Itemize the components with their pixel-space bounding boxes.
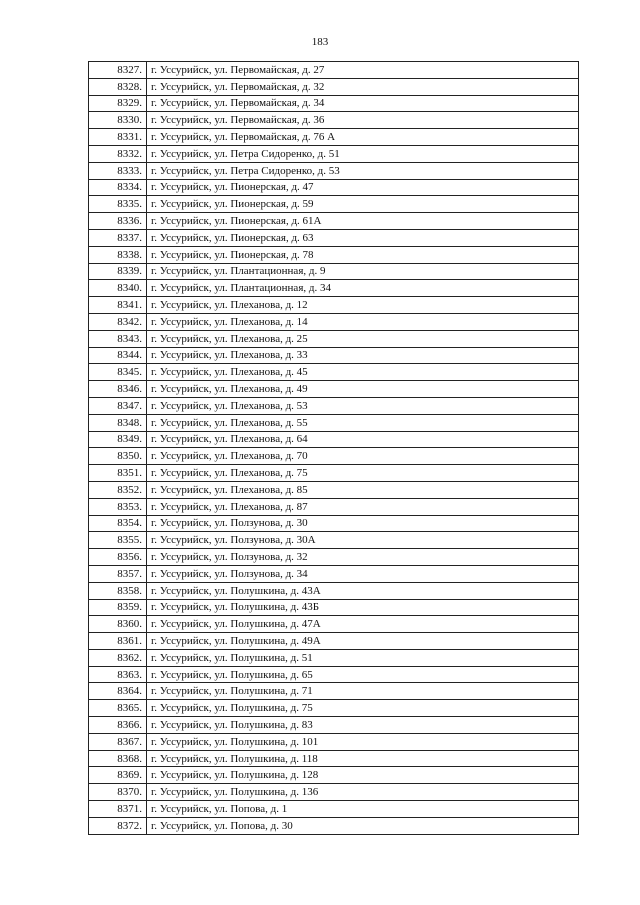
- table-row: [89, 801, 579, 818]
- row-number: 8337.: [89, 229, 147, 246]
- row-number: 8334.: [89, 179, 147, 196]
- row-number: 8369.: [89, 767, 147, 784]
- table-row: [89, 112, 579, 129]
- table-row: [89, 297, 579, 314]
- table-row: [89, 364, 579, 381]
- row-number: 8371.: [89, 801, 147, 818]
- table-row: [89, 263, 579, 280]
- row-number: 8360.: [89, 616, 147, 633]
- row-address: г. Уссурийск, ул. Пионерская, д. 47: [147, 179, 579, 196]
- table-row: [89, 78, 579, 95]
- row-number: 8348.: [89, 414, 147, 431]
- row-number: 8340.: [89, 280, 147, 297]
- table-row: [89, 549, 579, 566]
- row-address: г. Уссурийск, ул. Полушкина, д. 83: [147, 717, 579, 734]
- row-address: г. Уссурийск, ул. Полушкина, д. 75: [147, 700, 579, 717]
- table-row: [89, 683, 579, 700]
- row-number: 8356.: [89, 549, 147, 566]
- row-address: г. Уссурийск, ул. Плеханова, д. 64: [147, 431, 579, 448]
- table-row: [89, 616, 579, 633]
- row-address: г. Уссурийск, ул. Полушкина, д. 136: [147, 784, 579, 801]
- table-row: [89, 649, 579, 666]
- row-number: 8354.: [89, 515, 147, 532]
- row-address: г. Уссурийск, ул. Первомайская, д. 27: [147, 62, 579, 79]
- row-number: 8329.: [89, 95, 147, 112]
- table-row: [89, 767, 579, 784]
- row-address: г. Уссурийск, ул. Полушкина, д. 51: [147, 649, 579, 666]
- table-row: [89, 465, 579, 482]
- table-row: [89, 700, 579, 717]
- row-number: 8362.: [89, 649, 147, 666]
- table-row: [89, 481, 579, 498]
- table-row: [89, 313, 579, 330]
- table-row: [89, 717, 579, 734]
- table-row: [89, 347, 579, 364]
- row-address: г. Уссурийск, ул. Полушкина, д. 43А: [147, 582, 579, 599]
- row-number: 8332.: [89, 145, 147, 162]
- row-address: г. Уссурийск, ул. Пионерская, д. 59: [147, 196, 579, 213]
- row-number: 8341.: [89, 297, 147, 314]
- row-number: 8361.: [89, 633, 147, 650]
- row-address: г. Уссурийск, ул. Полушкина, д. 71: [147, 683, 579, 700]
- row-address: г. Уссурийск, ул. Первомайская, д. 76 А: [147, 129, 579, 146]
- row-address: г. Уссурийск, ул. Первомайская, д. 34: [147, 95, 579, 112]
- row-address: г. Уссурийск, ул. Первомайская, д. 36: [147, 112, 579, 129]
- row-address: г. Уссурийск, ул. Полушкина, д. 49А: [147, 633, 579, 650]
- table-row: [89, 666, 579, 683]
- row-number: 8363.: [89, 666, 147, 683]
- row-address: г. Уссурийск, ул. Плеханова, д. 14: [147, 313, 579, 330]
- row-address: г. Уссурийск, ул. Первомайская, д. 32: [147, 78, 579, 95]
- table-row: [89, 431, 579, 448]
- table-row: [89, 330, 579, 347]
- table-row: [89, 246, 579, 263]
- page-number: 183: [311, 36, 329, 48]
- row-address: г. Уссурийск, ул. Петра Сидоренко, д. 53: [147, 162, 579, 179]
- row-number: 8358.: [89, 582, 147, 599]
- row-address: г. Уссурийск, ул. Ползунова, д. 30: [147, 515, 579, 532]
- row-address: г. Уссурийск, ул. Полушкина, д. 43Б: [147, 599, 579, 616]
- row-address: г. Уссурийск, ул. Плантационная, д. 9: [147, 263, 579, 280]
- row-address: г. Уссурийск, ул. Петра Сидоренко, д. 51: [147, 145, 579, 162]
- row-number: 8370.: [89, 784, 147, 801]
- table-row: [89, 179, 579, 196]
- address-table: [88, 61, 579, 835]
- table-row: [89, 397, 579, 414]
- table-row: [89, 95, 579, 112]
- row-address: г. Уссурийск, ул. Ползунова, д. 30А: [147, 532, 579, 549]
- table-row: [89, 733, 579, 750]
- row-address: г. Уссурийск, ул. Ползунова, д. 34: [147, 565, 579, 582]
- table-row: [89, 162, 579, 179]
- table-row: [89, 582, 579, 599]
- table-row: [89, 280, 579, 297]
- row-number: 8346.: [89, 381, 147, 398]
- row-number: 8330.: [89, 112, 147, 129]
- row-number: 8365.: [89, 700, 147, 717]
- row-number: 8368.: [89, 750, 147, 767]
- row-number: 8342.: [89, 313, 147, 330]
- row-number: 8328.: [89, 78, 147, 95]
- row-number: 8355.: [89, 532, 147, 549]
- row-number: 8357.: [89, 565, 147, 582]
- row-address: г. Уссурийск, ул. Полушкина, д. 65: [147, 666, 579, 683]
- row-number: 8338.: [89, 246, 147, 263]
- row-number: 8336.: [89, 213, 147, 230]
- table-row: [89, 817, 579, 834]
- row-number: 8327.: [89, 62, 147, 79]
- address-table-body: [89, 62, 579, 835]
- row-address: г. Уссурийск, ул. Плеханова, д. 49: [147, 381, 579, 398]
- row-address: г. Уссурийск, ул. Попова, д. 30: [147, 817, 579, 834]
- row-address: г. Уссурийск, ул. Полушкина, д. 47А: [147, 616, 579, 633]
- row-address: г. Уссурийск, ул. Полушкина, д. 118: [147, 750, 579, 767]
- table-row: [89, 213, 579, 230]
- row-address: г. Уссурийск, ул. Плеханова, д. 45: [147, 364, 579, 381]
- row-number: 8352.: [89, 481, 147, 498]
- row-address: г. Уссурийск, ул. Плеханова, д. 12: [147, 297, 579, 314]
- row-number: 8335.: [89, 196, 147, 213]
- row-address: г. Уссурийск, ул. Плеханова, д. 85: [147, 481, 579, 498]
- table-row: [89, 750, 579, 767]
- row-number: 8333.: [89, 162, 147, 179]
- row-address: г. Уссурийск, ул. Плеханова, д. 53: [147, 397, 579, 414]
- row-number: 8372.: [89, 817, 147, 834]
- table-row: [89, 599, 579, 616]
- row-address: г. Уссурийск, ул. Плеханова, д. 33: [147, 347, 579, 364]
- table-row: [89, 381, 579, 398]
- row-number: 8331.: [89, 129, 147, 146]
- row-address: г. Уссурийск, ул. Плеханова, д. 55: [147, 414, 579, 431]
- row-number: 8349.: [89, 431, 147, 448]
- row-address: г. Уссурийск, ул. Плеханова, д. 75: [147, 465, 579, 482]
- row-number: 8359.: [89, 599, 147, 616]
- row-number: 8343.: [89, 330, 147, 347]
- table-row: [89, 229, 579, 246]
- row-number: 8339.: [89, 263, 147, 280]
- row-address: г. Уссурийск, ул. Пионерская, д. 78: [147, 246, 579, 263]
- row-address: г. Уссурийск, ул. Попова, д. 1: [147, 801, 579, 818]
- table-row: [89, 633, 579, 650]
- row-address: г. Уссурийск, ул. Плеханова, д. 87: [147, 498, 579, 515]
- row-number: 8366.: [89, 717, 147, 734]
- table-row: [89, 448, 579, 465]
- row-address: г. Уссурийск, ул. Плеханова, д. 70: [147, 448, 579, 465]
- row-number: 8344.: [89, 347, 147, 364]
- row-number: 8345.: [89, 364, 147, 381]
- table-row: [89, 565, 579, 582]
- row-number: 8367.: [89, 733, 147, 750]
- table-row: [89, 498, 579, 515]
- table-row: [89, 62, 579, 79]
- table-row: [89, 532, 579, 549]
- row-address: г. Уссурийск, ул. Плантационная, д. 34: [147, 280, 579, 297]
- row-number: 8351.: [89, 465, 147, 482]
- row-address: г. Уссурийск, ул. Полушкина, д. 128: [147, 767, 579, 784]
- row-address: г. Уссурийск, ул. Пионерская, д. 61А: [147, 213, 579, 230]
- table-row: [89, 196, 579, 213]
- row-number: 8347.: [89, 397, 147, 414]
- table-row: [89, 784, 579, 801]
- row-address: г. Уссурийск, ул. Полушкина, д. 101: [147, 733, 579, 750]
- row-number: 8353.: [89, 498, 147, 515]
- table-row: [89, 129, 579, 146]
- row-address: г. Уссурийск, ул. Плеханова, д. 25: [147, 330, 579, 347]
- table-row: [89, 414, 579, 431]
- table-row: [89, 145, 579, 162]
- row-address: г. Уссурийск, ул. Пионерская, д. 63: [147, 229, 579, 246]
- row-number: 8350.: [89, 448, 147, 465]
- table-row: [89, 515, 579, 532]
- row-number: 8364.: [89, 683, 147, 700]
- row-address: г. Уссурийск, ул. Ползунова, д. 32: [147, 549, 579, 566]
